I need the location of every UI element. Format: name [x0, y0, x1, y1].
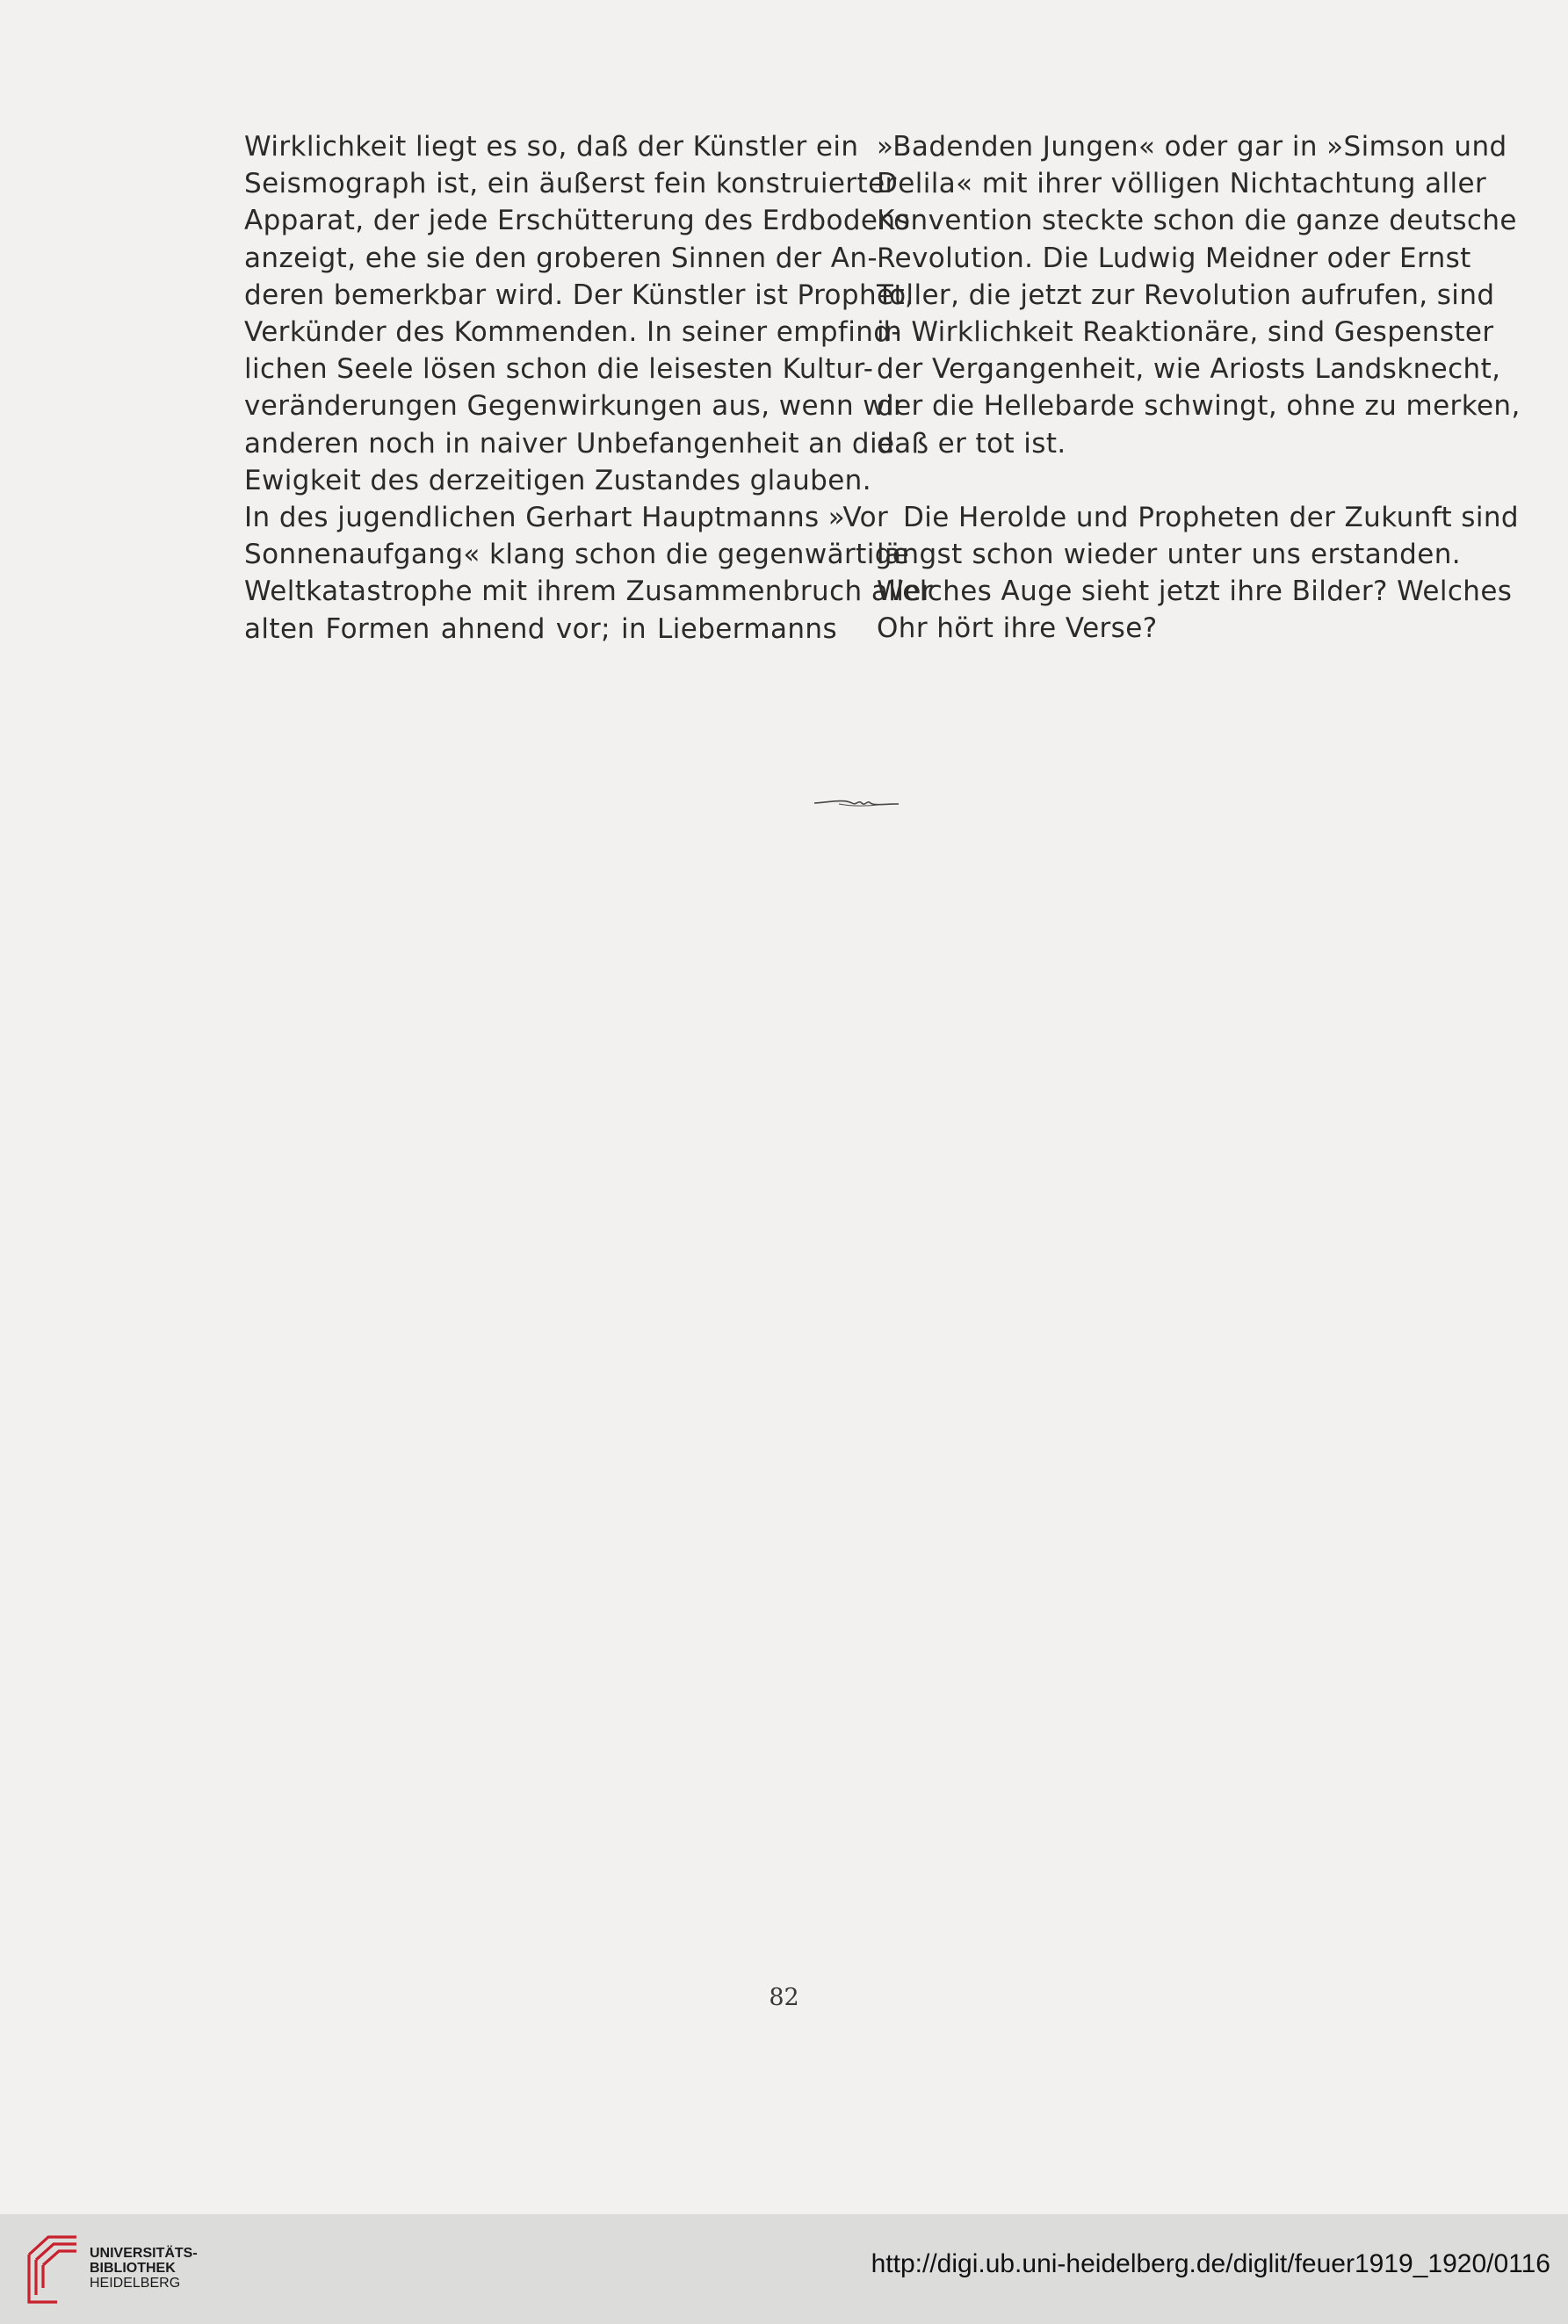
text-line: In des jugendlichen Gerhart Hauptmanns »Vor [244, 502, 889, 534]
text-line: Toller, die jetzt zur Revolution aufrufen, sind [877, 279, 1495, 311]
text-line: veränderungen Gegenwirkungen aus, wenn wir [244, 390, 906, 423]
library-logo[interactable] [22, 2230, 198, 2309]
text-line: daß er tot ist. [877, 427, 1066, 460]
text-line: der die Hellebarde schwingt, ohne zu merken, [877, 390, 1521, 423]
paragraph-gap [877, 462, 1461, 499]
text-line: der Vergangenheit, wie Ariosts Landsknecht, [877, 353, 1501, 386]
text-line: Verkünder des Kommenden. In seiner empfind- [244, 316, 901, 349]
text-line: längst schon wieder unter uns erstanden. [877, 539, 1461, 571]
ornament-divider-icon [813, 795, 900, 811]
text-line: in Wirklichkeit Reaktionäre, sind Gespenster [877, 316, 1494, 349]
text-line: Seismograph ist, ein äußerst fein konstruierter [244, 168, 897, 200]
text-line: alten Formen ahnend vor; in Liebermanns [244, 612, 837, 645]
left-text-column [244, 128, 933, 648]
text-line: Die Herolde und Propheten der Zukunft sind [903, 501, 1519, 533]
text-line: Weltkatastrophe mit ihrem Zusammenbruch aller [244, 576, 933, 608]
logo-line: BIBLIOTHEK [90, 2261, 176, 2276]
text-line: Apparat, der jede Erschütterung des Erdbodens [244, 205, 910, 237]
text-line: deren bemerkbar wird. Der Künstler ist Prophet, [244, 279, 914, 311]
text-line: Ohr hört ihre Verse? [877, 612, 1158, 645]
library-logo-icon [22, 2230, 83, 2309]
text-line: lichen Seele lösen schon die leisesten Kultur- [244, 353, 874, 386]
text-line: Revolution. Die Ludwig Meidner oder Ernst [877, 242, 1471, 274]
text-line: anderen noch in naiver Unbefangenheit an die [244, 427, 895, 460]
text-line: Delila« mit ihrer völligen Nichtachtung aller [877, 168, 1487, 200]
library-logo-text [90, 2246, 198, 2291]
right-text-column [877, 128, 1521, 648]
logo-line: HEIDELBERG [90, 2276, 181, 2291]
text-line: anzeigt, ehe sie den groberen Sinnen der An- [244, 242, 878, 274]
footer-bar [0, 2214, 1568, 2324]
text-line: Sonnenaufgang« klang schon die gegenwärtige [244, 539, 910, 571]
text-line: »Badenden Jungen« oder gar in »Simson und [877, 131, 1507, 163]
text-line: Konvention steckte schon die ganze deutsche [877, 205, 1517, 237]
page-number: 82 [769, 1984, 799, 2011]
text-line: Wirklichkeit liegt es so, daß der Künstler ein [244, 131, 859, 163]
text-line: Welches Auge sieht jetzt ihre Bilder? Welches [877, 576, 1513, 608]
permalink-url[interactable]: http://digi.ub.uni-heidelberg.de/diglit/feuer1919_1920/0116 [871, 2249, 1550, 2278]
text-line: Ewigkeit des derzeitigen Zustandes glauben. [244, 464, 871, 496]
logo-line: UNIVERSITÄTS- [90, 2246, 198, 2261]
